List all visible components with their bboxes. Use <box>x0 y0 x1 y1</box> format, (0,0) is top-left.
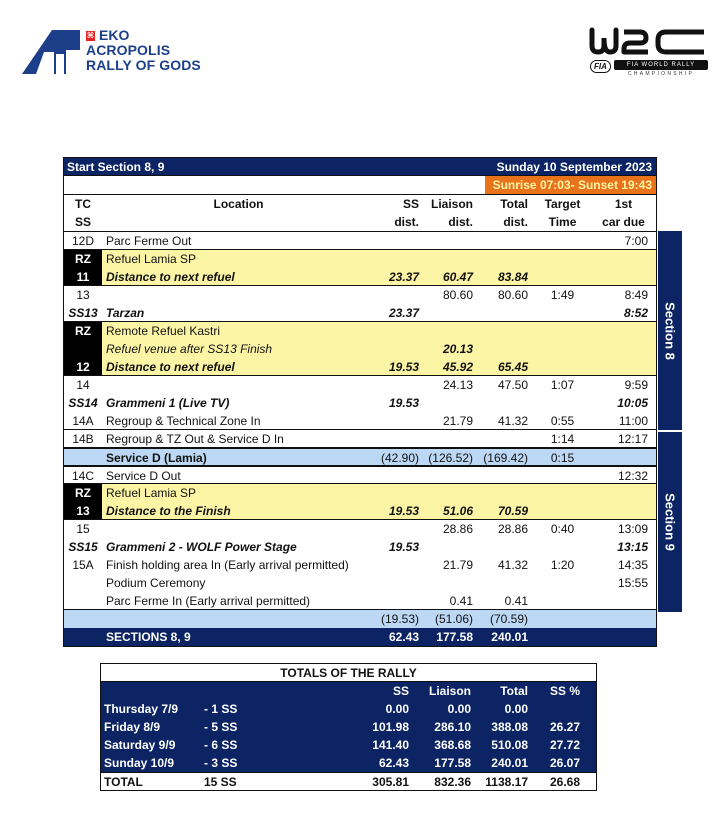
itinerary-row <box>64 304 656 322</box>
cell-target: 1:14 <box>550 432 575 446</box>
cell-liaison <box>421 394 479 412</box>
header-target: Target <box>544 197 581 211</box>
cell-first-car <box>591 250 656 268</box>
cell-first-car: 14:35 <box>617 558 648 572</box>
cell-liaison: 24.13 <box>442 378 473 392</box>
cell-total <box>479 394 534 412</box>
cell-tc <box>64 340 102 358</box>
totals-cell-liaison: 286.10 <box>434 720 471 734</box>
cell-tc: SS14 <box>68 396 98 410</box>
cell-target: 1:07 <box>550 378 575 392</box>
cell-first-car: 8:52 <box>623 306 648 320</box>
cell-tc: 14B <box>72 432 94 446</box>
cell-ss <box>371 250 421 268</box>
cell-location: Podium Ceremony <box>106 576 206 590</box>
cell-ss <box>371 232 421 249</box>
rally-totals-table <box>100 663 597 791</box>
cell-first-car <box>591 322 656 340</box>
cell-first-car <box>591 358 656 375</box>
cell-target: 1:49 <box>550 288 575 302</box>
cell-location: Tarzan <box>106 306 145 320</box>
cell-total <box>479 250 534 268</box>
cell-ss <box>371 520 421 538</box>
total-total: 1138.17 <box>485 775 528 789</box>
cell-ss: 23.37 <box>371 268 421 285</box>
cell-liaison: 45.92 <box>421 358 479 375</box>
cell-liaison <box>421 322 479 340</box>
totals-cell-stages: - 6 SS <box>204 738 238 752</box>
cell-target <box>534 574 591 592</box>
totals-cell-stages: - 5 SS <box>204 720 238 734</box>
header-first-car-2: car due <box>602 215 645 229</box>
cell-liaison <box>421 232 479 249</box>
totals-cell-ss: 0.00 <box>385 702 409 716</box>
sun-times-row <box>64 176 656 194</box>
totals-cell-total: 388.08 <box>491 720 528 734</box>
cell-target <box>534 268 591 285</box>
cell-target <box>534 610 591 628</box>
cell-total <box>479 304 534 321</box>
total-ss-pct: 26.68 <box>549 775 580 789</box>
cell-total: (70.59) <box>489 612 528 626</box>
cell-ss: (42.90) <box>380 451 419 465</box>
cell-total: 47.50 <box>497 378 528 392</box>
cell-ss <box>371 556 421 574</box>
totals-cell-total: 0.00 <box>504 702 528 716</box>
cell-location <box>102 376 371 394</box>
cell-liaison: 60.47 <box>421 268 479 285</box>
itinerary-row <box>64 358 656 376</box>
totals-title-row <box>101 664 596 682</box>
cell-tc: 13 <box>64 502 102 519</box>
total-ss: 305.81 <box>372 775 409 789</box>
cell-target <box>534 322 591 340</box>
totals-cell-ss-pct: 26.27 <box>549 720 580 734</box>
cell-ss: (19.53) <box>380 612 419 626</box>
itinerary-row <box>64 412 656 430</box>
cell-tc <box>64 574 102 592</box>
cell-ss: 23.37 <box>388 306 419 320</box>
itinerary-row <box>64 538 656 556</box>
cell-target: 1:20 <box>550 558 575 572</box>
totals-cell-liaison: 368.68 <box>434 738 471 752</box>
cell-tc: 14 <box>76 378 90 392</box>
total-stages: 15 SS <box>204 775 237 789</box>
header-ss-dist: SS <box>402 197 419 211</box>
cell-target <box>534 250 591 268</box>
itinerary-date: Sunday 10 September 2023 <box>496 160 652 174</box>
cell-ss <box>371 484 421 502</box>
cell-location: Grammeni 1 (Live TV) <box>106 396 230 410</box>
cell-liaison <box>421 304 479 321</box>
cell-first-car <box>591 484 656 502</box>
itinerary-row <box>64 610 656 628</box>
cell-first-car <box>591 449 656 465</box>
itinerary-row <box>64 466 656 484</box>
cell-tc: 15A <box>72 558 94 572</box>
cell-ss: 19.53 <box>388 396 419 410</box>
cell-target: 0:40 <box>550 522 575 536</box>
cell-location <box>102 520 371 538</box>
cell-ss: 62.43 <box>388 630 419 644</box>
itinerary-row <box>64 430 656 448</box>
itinerary-row <box>64 448 656 466</box>
cell-total: (169.42) <box>483 451 528 465</box>
cell-total: 28.86 <box>497 522 528 536</box>
cell-tc: 11 <box>64 268 102 285</box>
cell-location: Distance to next refuel <box>102 358 371 375</box>
cell-liaison <box>421 574 479 592</box>
cell-ss <box>371 322 421 340</box>
cell-total <box>479 538 534 556</box>
totals-cell-ss: 141.40 <box>372 738 409 752</box>
totals-header-liaison: Liaison <box>428 684 471 698</box>
cell-total: 83.84 <box>479 268 534 285</box>
totals-grand-total-row <box>101 772 596 790</box>
cell-ss <box>371 376 421 394</box>
eko-mark-icon: ⌘ <box>86 30 95 40</box>
cell-tc: 15 <box>76 522 90 536</box>
cell-location: SECTIONS 8, 9 <box>106 630 191 644</box>
cell-tc <box>64 449 102 465</box>
cell-location: Distance to the Finish <box>102 502 371 519</box>
header-liaison: Liaison <box>430 197 473 211</box>
header-ss: SS <box>74 215 91 229</box>
cell-total: 41.32 <box>497 414 528 428</box>
cell-target <box>534 538 591 556</box>
cell-ss <box>371 286 421 304</box>
header-total: Total <box>500 197 528 211</box>
eko-sponsor-logo <box>86 28 201 43</box>
itinerary-row <box>64 286 656 304</box>
cell-liaison <box>421 250 479 268</box>
totals-cell-liaison: 0.00 <box>447 702 471 716</box>
itinerary-row <box>64 520 656 538</box>
cell-location: Parc Ferme Out <box>106 234 192 248</box>
cell-ss <box>371 574 421 592</box>
cell-liaison: (126.52) <box>428 451 473 465</box>
total-label: TOTAL <box>104 775 143 789</box>
cell-tc: 13 <box>76 288 90 302</box>
cell-first-car: 13:09 <box>617 522 648 536</box>
cell-liaison: 0.41 <box>449 594 473 608</box>
cell-tc: SS13 <box>68 306 98 320</box>
header-target-2: Time <box>548 215 577 229</box>
itinerary-rows <box>64 232 656 646</box>
totals-cell-total: 510.08 <box>491 738 528 752</box>
cell-tc: RZ <box>64 322 102 340</box>
cell-first-car <box>591 610 656 628</box>
cell-tc: 14A <box>72 414 94 428</box>
cell-first-car <box>591 502 656 519</box>
cell-target <box>534 358 591 375</box>
cell-total <box>479 232 534 249</box>
cell-tc: 14C <box>71 469 94 483</box>
itinerary-row <box>64 628 656 646</box>
cell-first-car: 13:15 <box>617 540 648 554</box>
cell-ss: 19.53 <box>388 540 419 554</box>
cell-total <box>479 430 534 447</box>
totals-cell-day: Friday 8/9 <box>104 720 161 734</box>
cell-target <box>534 502 591 519</box>
itinerary-row <box>64 574 656 592</box>
cell-first-car: 9:59 <box>624 378 648 392</box>
totals-title: TOTALS OF THE RALLY <box>280 666 417 680</box>
cell-tc: RZ <box>64 484 102 502</box>
cell-location: Finish holding area In (Early arrival permitted) <box>106 558 349 572</box>
totals-cell-day: Thursday 7/9 <box>104 702 179 716</box>
totals-cell-day: Sunday 10/9 <box>104 756 175 770</box>
cell-total <box>479 574 534 592</box>
itinerary-row <box>64 556 656 574</box>
cell-first-car <box>591 340 656 358</box>
cell-first-car: 15:55 <box>617 576 648 590</box>
cell-first-car: 10:05 <box>617 396 648 410</box>
section-9-label: Section 9 <box>662 493 678 551</box>
cell-first-car <box>591 268 656 285</box>
logo-line-1: ACROPOLIS <box>86 42 171 58</box>
cell-first-car: 8:49 <box>624 288 648 302</box>
itinerary-row <box>64 340 656 358</box>
totals-row <box>101 718 596 736</box>
wrc-wordmark-icon <box>588 24 710 58</box>
header-location: Location <box>213 197 264 211</box>
itinerary-row <box>64 592 656 610</box>
cell-liaison: 20.13 <box>421 340 479 358</box>
cell-liaison <box>421 430 479 447</box>
cell-ss <box>371 467 421 483</box>
cell-tc: RZ <box>64 250 102 268</box>
total-liaison: 832.36 <box>434 775 471 789</box>
itinerary-row <box>64 250 656 268</box>
cell-location: Refuel Lamia SP <box>102 484 371 502</box>
cell-ss <box>371 412 421 429</box>
cell-liaison: 51.06 <box>421 502 479 519</box>
totals-cell-liaison: 177.58 <box>434 756 471 770</box>
totals-header-ss-pct: SS % <box>549 684 580 698</box>
cell-location: Parc Ferme In (Early arrival permitted) <box>106 594 311 608</box>
cell-total: 41.32 <box>497 558 528 572</box>
cell-target: 0:15 <box>550 451 575 465</box>
section-title: Start Section 8, 9 <box>67 160 165 174</box>
cell-tc: 12 <box>64 358 102 375</box>
cell-ss <box>371 430 421 447</box>
header-total-2: dist. <box>503 215 528 229</box>
cell-ss <box>371 340 421 358</box>
eko-label: EKO <box>99 27 130 43</box>
totals-cell-ss-pct: 27.72 <box>549 738 580 752</box>
cell-total: 80.60 <box>497 288 528 302</box>
cell-total <box>479 322 534 340</box>
cell-first-car <box>591 592 656 609</box>
cell-ss: 19.53 <box>371 502 421 519</box>
cell-first-car: 12:17 <box>617 432 648 446</box>
cell-location: Refuel venue after SS13 Finish <box>102 340 371 358</box>
totals-row <box>101 736 596 754</box>
cell-liaison: 21.79 <box>442 558 473 572</box>
totals-rows <box>101 700 596 772</box>
itinerary-row <box>64 502 656 520</box>
cell-liaison: 80.60 <box>442 288 473 302</box>
totals-cell-ss: 101.98 <box>372 720 409 734</box>
totals-cell-ss: 62.43 <box>378 756 409 770</box>
cell-liaison <box>421 484 479 502</box>
wrc-championship-text: CHAMPIONSHIP <box>627 71 695 77</box>
cell-total <box>479 340 534 358</box>
header-ss-dist-2: dist. <box>394 215 419 229</box>
acropolis-a-mark-icon <box>22 30 82 74</box>
cell-ss <box>371 592 421 609</box>
cell-first-car: 11:00 <box>618 414 648 428</box>
totals-header-total: Total <box>500 684 528 698</box>
cell-total <box>479 467 534 483</box>
header-tc: TC <box>75 197 91 211</box>
cell-total: 70.59 <box>479 502 534 519</box>
cell-total: 65.45 <box>479 358 534 375</box>
cell-tc: 12D <box>71 234 94 248</box>
acropolis-rally-logo <box>22 28 222 78</box>
totals-cell-stages: - 1 SS <box>204 702 238 716</box>
cell-ss: 19.53 <box>371 358 421 375</box>
cell-location: Remote Refuel Kastri <box>102 322 371 340</box>
cell-liaison: 28.86 <box>442 522 473 536</box>
totals-row <box>101 754 596 772</box>
cell-tc <box>64 610 102 628</box>
cell-tc <box>64 592 102 609</box>
cell-location: Distance to next refuel <box>102 268 371 285</box>
header-liaison-2: dist. <box>448 215 473 229</box>
cell-liaison: (51.06) <box>434 612 473 626</box>
column-headers-row-1 <box>64 194 656 213</box>
column-headers-row-2 <box>64 213 656 232</box>
cell-location: Grammeni 2 - WOLF Power Stage <box>106 540 297 554</box>
cell-first-car <box>591 628 656 646</box>
cell-total: 240.01 <box>491 630 528 644</box>
cell-liaison <box>421 538 479 556</box>
cell-tc <box>64 628 102 646</box>
itinerary-table <box>63 157 657 647</box>
cell-liaison: 177.58 <box>436 630 473 644</box>
cell-target <box>534 394 591 412</box>
cell-total: 0.41 <box>504 594 528 608</box>
itinerary-row <box>64 268 656 286</box>
cell-total <box>479 484 534 502</box>
cell-location: Refuel Lamia SP <box>102 250 371 268</box>
wrc-band-text: FIA WORLD RALLY <box>614 60 708 70</box>
itinerary-row <box>64 484 656 502</box>
totals-row <box>101 700 596 718</box>
itinerary-row <box>64 232 656 250</box>
cell-target <box>534 304 591 321</box>
totals-header-row <box>101 682 596 700</box>
cell-location: Regroup & TZ Out & Service D In <box>106 432 284 446</box>
cell-location: Service D (Lamia) <box>106 451 207 465</box>
section-8-bar <box>658 231 682 430</box>
cell-target <box>534 340 591 358</box>
logo-line-2: RALLY OF GODS <box>86 57 201 73</box>
cell-liaison: 21.79 <box>442 414 473 428</box>
wrc-logo <box>588 24 710 80</box>
itinerary-row <box>64 322 656 340</box>
sunrise-sunset: Sunrise 07:03- Sunset 19:43 <box>485 176 656 194</box>
cell-location: Service D Out <box>106 469 181 483</box>
header-first-car: 1st <box>614 197 633 211</box>
cell-target <box>534 592 591 609</box>
totals-header-ss: SS <box>392 684 409 698</box>
cell-target <box>534 232 591 249</box>
cell-location <box>102 286 371 304</box>
itinerary-row <box>64 376 656 394</box>
cell-first-car: 12:32 <box>617 469 648 483</box>
totals-cell-ss-pct <box>532 700 596 718</box>
cell-target <box>534 628 591 646</box>
totals-cell-stages: - 3 SS <box>204 756 238 770</box>
totals-cell-ss-pct: 26.07 <box>549 756 580 770</box>
cell-target <box>534 467 591 483</box>
cell-tc: SS15 <box>68 540 98 554</box>
cell-target: 0:55 <box>550 414 575 428</box>
section-8-label: Section 8 <box>662 301 678 360</box>
cell-first-car: 7:00 <box>624 234 648 248</box>
cell-liaison <box>421 467 479 483</box>
cell-location <box>102 610 371 628</box>
itinerary-title-row <box>64 158 656 176</box>
totals-cell-total: 240.01 <box>491 756 528 770</box>
totals-cell-day: Saturday 9/9 <box>104 738 176 752</box>
cell-target <box>534 484 591 502</box>
fia-badge: FIA <box>590 60 611 73</box>
section-9-bar <box>658 432 682 612</box>
cell-location: Regroup & Technical Zone In <box>106 414 261 428</box>
itinerary-row <box>64 394 656 412</box>
